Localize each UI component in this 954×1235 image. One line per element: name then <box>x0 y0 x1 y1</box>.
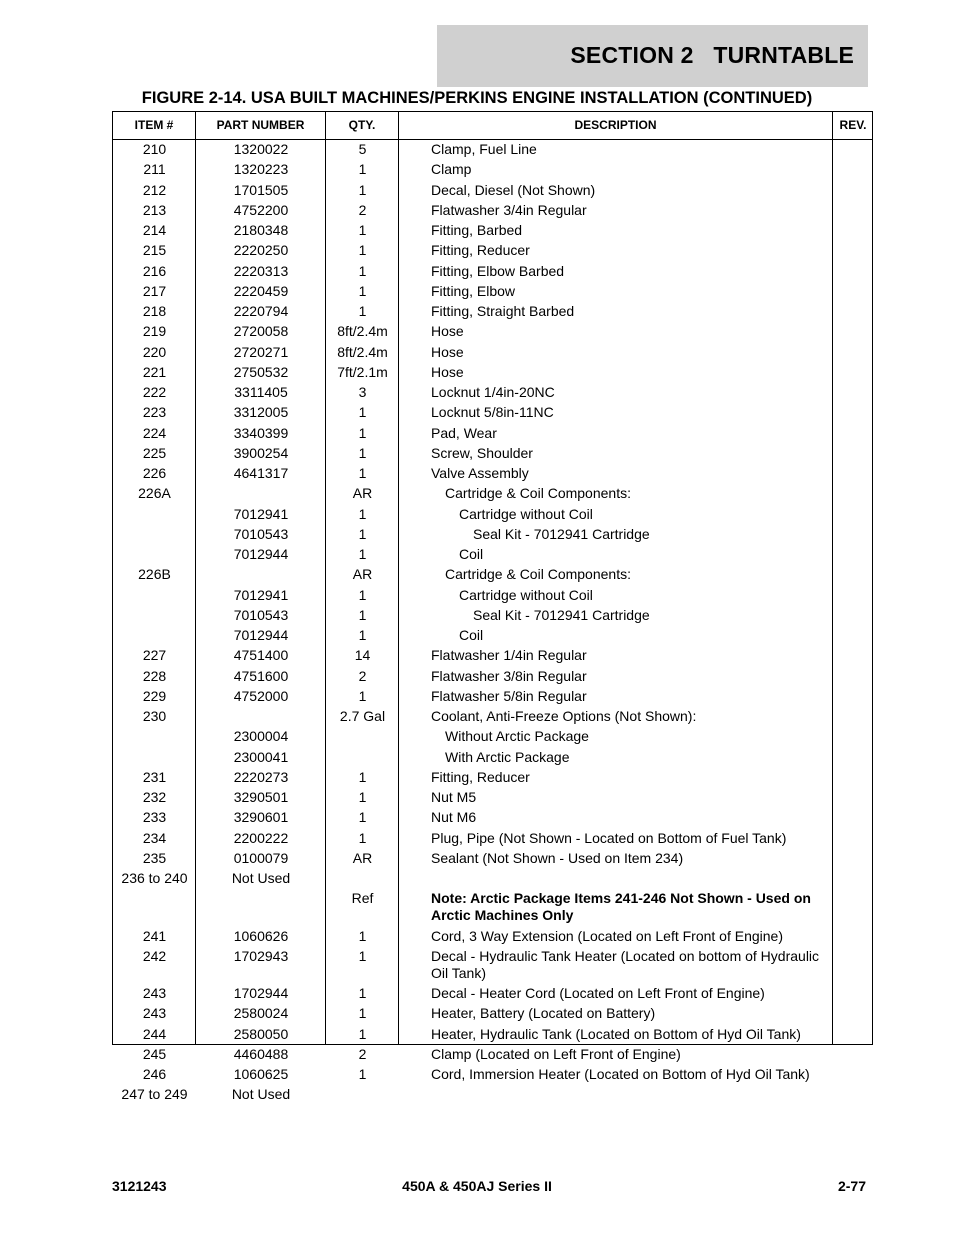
item-number-cell: 213 <box>142 201 167 218</box>
quantity-cell: AR <box>352 566 373 583</box>
figure-title: FIGURE 2-14. USA BUILT MACHINES/PERKINS ENGINE INSTALLATION (CONTINUED) <box>141 89 813 107</box>
description-cell: Note: Arctic Package Items 241-246 Not Shown - Used on Arctic Machines Only <box>431 890 811 924</box>
item-number-cell: 245 <box>142 1045 167 1062</box>
item-number-cell: 227 <box>142 647 167 664</box>
description-cell: Cord, 3 Way Extension (Located on Left Front of Engine) <box>431 927 784 944</box>
part-number-cell: 1701505 <box>233 181 289 198</box>
quantity-cell: 1 <box>358 444 367 461</box>
quantity-cell: 8ft/2.4m <box>337 343 388 360</box>
item-number-cell: 211 <box>143 161 166 178</box>
item-number-cell: 243 <box>142 985 167 1001</box>
quantity-cell: 7ft/2.1m <box>337 363 388 380</box>
footer-page-number: 2-77 <box>837 1178 866 1194</box>
description-cell: Screw, Shoulder <box>431 444 533 461</box>
parts-table <box>112 111 873 1103</box>
item-number-cell: 210 <box>142 141 167 157</box>
part-number-cell: 2220313 <box>233 262 289 279</box>
part-number-cell: 3340399 <box>233 424 289 441</box>
description-cell: Without Arctic Package <box>445 728 589 745</box>
quantity-cell: 1 <box>358 1025 367 1042</box>
description-cell: Clamp, Fuel Line <box>431 141 537 157</box>
description-cell: Decal - Hydraulic Tank Heater (Located on bottom of Hydraulic Oil Tank) <box>431 947 820 981</box>
description-cell: Locknut 5/8in-11NC <box>431 404 554 421</box>
part-number-cell: 2220794 <box>233 303 289 319</box>
part-number-cell: Not Used <box>231 1086 291 1103</box>
quantity-cell: 1 <box>358 947 367 964</box>
item-number-cell: 231 <box>142 768 167 785</box>
part-number-cell: 7012944 <box>233 627 289 643</box>
quantity-cell: 1 <box>358 181 367 198</box>
part-number-cell: 2580050 <box>233 1025 289 1042</box>
part-number-cell: 2200222 <box>233 829 289 846</box>
part-number-cell: 2580024 <box>233 1005 289 1022</box>
quantity-cell: 1 <box>358 525 367 542</box>
column-header-item: ITEM # <box>134 118 174 132</box>
description-cell: Locknut 1/4in-20NC <box>431 384 555 400</box>
part-number-cell: 2720058 <box>233 323 289 340</box>
description-cell: Clamp <box>431 161 472 178</box>
part-number-cell: 4752000 <box>233 687 289 704</box>
quantity-cell: 1 <box>358 768 367 785</box>
item-number-cell: 223 <box>142 404 167 421</box>
quantity-cell: 1 <box>358 303 367 319</box>
description-cell: Fitting, Elbow <box>431 282 516 299</box>
part-number-cell: 2180348 <box>233 222 289 238</box>
quantity-cell: 1 <box>358 465 367 481</box>
part-number-cell: 2220250 <box>233 242 289 259</box>
description-cell: Cartridge without Coil <box>459 505 593 522</box>
description-cell: Nut M6 <box>431 809 477 826</box>
part-number-cell: 1702944 <box>233 985 289 1001</box>
item-number-cell: 247 to 249 <box>121 1086 188 1103</box>
part-number-cell: 1060625 <box>233 1066 289 1082</box>
item-number-cell: 228 <box>142 667 167 684</box>
quantity-cell: 1 <box>358 809 367 826</box>
part-number-cell: 4751400 <box>233 647 289 664</box>
description-cell: Cartridge & Coil Components: <box>445 485 631 502</box>
quantity-cell: 8ft/2.4m <box>337 323 388 340</box>
item-number-cell: 217 <box>142 282 167 299</box>
part-number-cell: 0100079 <box>233 849 289 866</box>
quantity-cell: 3 <box>358 384 367 400</box>
description-cell: Flatwasher 5/8in Regular <box>431 687 587 704</box>
quantity-cell: 2.7 Gal <box>339 708 386 724</box>
item-number-cell: 229 <box>142 687 167 704</box>
item-number-cell: 214 <box>142 222 167 238</box>
item-number-cell: 225 <box>142 444 167 461</box>
quantity-cell: AR <box>352 485 373 502</box>
part-number-cell: Not Used <box>231 870 291 886</box>
column-header-description: DESCRIPTION <box>574 118 657 132</box>
description-cell: Fitting, Reducer <box>431 242 530 259</box>
description-cell: Valve Assembly <box>431 465 529 481</box>
description-cell: Flatwasher 3/8in Regular <box>431 667 587 684</box>
description-cell: Clamp (Located on Left Front of Engine) <box>431 1045 681 1062</box>
part-number-cell: 1060626 <box>233 927 289 944</box>
description-cell: Seal Kit - 7012941 Cartridge <box>473 525 650 542</box>
part-number-cell: 2720271 <box>233 343 289 360</box>
part-number-cell: 4641317 <box>233 465 289 481</box>
part-number-cell: 7010543 <box>233 525 289 542</box>
description-cell: Heater, Hydraulic Tank (Located on Bottom of Hyd Oil Tank) <box>431 1025 801 1042</box>
item-number-cell: 212 <box>142 181 167 198</box>
part-number-cell: 7012941 <box>233 586 289 603</box>
part-number-cell: 7012941 <box>233 505 289 522</box>
quantity-cell: AR <box>352 849 373 866</box>
item-number-cell: 233 <box>142 809 167 826</box>
item-number-cell: 244 <box>142 1025 167 1042</box>
footer-model: 450A & 450AJ Series II <box>402 1178 552 1194</box>
part-number-cell: 3311405 <box>234 384 288 400</box>
quantity-cell: 1 <box>358 789 367 805</box>
column-header-rev: REV. <box>839 118 867 132</box>
description-cell: Seal Kit - 7012941 Cartridge <box>473 606 650 623</box>
item-number-cell: 219 <box>142 323 167 340</box>
part-number-cell: 1320022 <box>233 141 289 157</box>
part-number-cell: 2220273 <box>233 768 289 785</box>
quantity-cell: 1 <box>358 546 367 562</box>
quantity-cell: 1 <box>358 606 367 623</box>
description-cell: Heater, Battery (Located on Battery) <box>431 1005 656 1022</box>
part-number-cell: 1320223 <box>233 161 289 178</box>
description-cell: Coolant, Anti-Freeze Options (Not Shown): <box>431 708 697 724</box>
section-title: SECTION 2 TURNTABLE <box>570 42 854 68</box>
description-cell: Fitting, Barbed <box>431 222 523 238</box>
quantity-cell: 1 <box>358 985 367 1001</box>
part-number-cell: 4752200 <box>233 201 289 218</box>
quantity-cell: 1 <box>358 424 367 441</box>
quantity-cell: 1 <box>358 627 367 643</box>
part-number-cell: 3290501 <box>233 789 289 805</box>
item-number-cell: 216 <box>142 262 167 279</box>
quantity-cell: 2 <box>358 667 367 684</box>
description-cell: Hose <box>431 343 464 360</box>
part-number-cell: 2300041 <box>233 748 289 765</box>
description-cell: Coil <box>459 546 484 562</box>
item-number-cell: 226B <box>138 566 171 583</box>
item-number-cell: 230 <box>142 708 167 724</box>
description-cell: Coil <box>459 627 484 643</box>
quantity-cell: 5 <box>358 141 367 157</box>
part-number-cell: 2750532 <box>233 363 289 380</box>
quantity-cell: 14 <box>354 647 371 664</box>
item-number-cell: 224 <box>142 424 167 441</box>
column-header-part-number: PART NUMBER <box>216 118 305 132</box>
item-number-cell: 218 <box>142 303 167 319</box>
part-number-cell: 7010543 <box>233 606 289 623</box>
description-cell: Decal, Diesel (Not Shown) <box>431 181 596 198</box>
quantity-cell: 1 <box>358 262 367 279</box>
item-number-cell: 243 <box>142 1005 167 1022</box>
item-number-cell: 222 <box>142 384 167 400</box>
description-cell: Cord, Immersion Heater (Located on Bottom of Hyd Oil Tank) <box>431 1066 810 1082</box>
quantity-cell: 1 <box>358 161 367 178</box>
part-number-cell: 3290601 <box>233 809 289 826</box>
item-number-cell: 235 <box>142 849 167 866</box>
footer-doc-number: 3121243 <box>112 1178 167 1194</box>
quantity-cell: 1 <box>358 586 367 603</box>
item-number-cell: 220 <box>142 343 167 360</box>
item-number-cell: 246 <box>142 1066 167 1082</box>
description-cell: Cartridge without Coil <box>459 586 593 603</box>
quantity-cell: 1 <box>358 1066 367 1082</box>
item-number-cell: 242 <box>142 947 167 964</box>
quantity-cell: 2 <box>358 1045 367 1062</box>
description-cell: Flatwasher 3/4in Regular <box>431 201 587 218</box>
quantity-cell: 1 <box>358 242 367 259</box>
quantity-cell: 1 <box>358 1005 367 1022</box>
item-number-cell: 234 <box>142 829 167 846</box>
quantity-cell: 1 <box>358 222 367 238</box>
part-number-cell: 2220459 <box>233 282 289 299</box>
part-number-cell: 3312005 <box>233 404 289 421</box>
description-cell: Flatwasher 1/4in Regular <box>431 647 587 664</box>
part-number-cell: 2300004 <box>233 728 289 745</box>
description-cell: Plug, Pipe (Not Shown - Located on Bottom of Fuel Tank) <box>431 829 787 846</box>
description-cell: Decal - Heater Cord (Located on Left Front of Engine) <box>431 985 765 1001</box>
item-number-cell: 221 <box>142 363 167 380</box>
description-cell: Sealant (Not Shown - Used on Item 234) <box>431 849 684 866</box>
item-number-cell: 232 <box>142 789 167 805</box>
description-cell: Nut M5 <box>431 789 477 805</box>
quantity-cell: 1 <box>358 829 367 846</box>
description-cell: Fitting, Straight Barbed <box>431 303 575 319</box>
quantity-cell: 1 <box>358 404 367 421</box>
description-cell: Fitting, Reducer <box>431 768 530 785</box>
description-cell: Hose <box>431 323 464 340</box>
quantity-cell: 1 <box>358 505 367 522</box>
column-header-qty: QTY. <box>348 118 376 132</box>
description-cell: Hose <box>431 363 464 380</box>
item-number-cell: 226A <box>138 485 171 502</box>
part-number-cell: 3900254 <box>233 444 289 461</box>
part-number-cell: 4751600 <box>233 667 289 684</box>
section-header-band <box>437 25 868 87</box>
item-number-cell: 226 <box>142 465 167 481</box>
item-number-cell: 215 <box>142 242 167 259</box>
quantity-cell: Ref <box>351 890 374 907</box>
quantity-cell: 1 <box>358 282 367 299</box>
quantity-cell: 1 <box>358 927 367 944</box>
description-cell: Pad, Wear <box>431 424 497 441</box>
item-number-cell: 236 to 240 <box>121 870 188 886</box>
description-cell: With Arctic Package <box>445 748 570 765</box>
part-number-cell: 4460488 <box>233 1045 289 1062</box>
part-number-cell: 7012944 <box>233 546 289 562</box>
description-cell: Cartridge & Coil Components: <box>445 566 631 583</box>
item-number-cell: 241 <box>142 927 167 944</box>
part-number-cell: 1702943 <box>233 947 289 964</box>
description-cell: Fitting, Elbow Barbed <box>431 262 565 279</box>
quantity-cell: 1 <box>358 687 367 704</box>
quantity-cell: 2 <box>358 201 367 218</box>
